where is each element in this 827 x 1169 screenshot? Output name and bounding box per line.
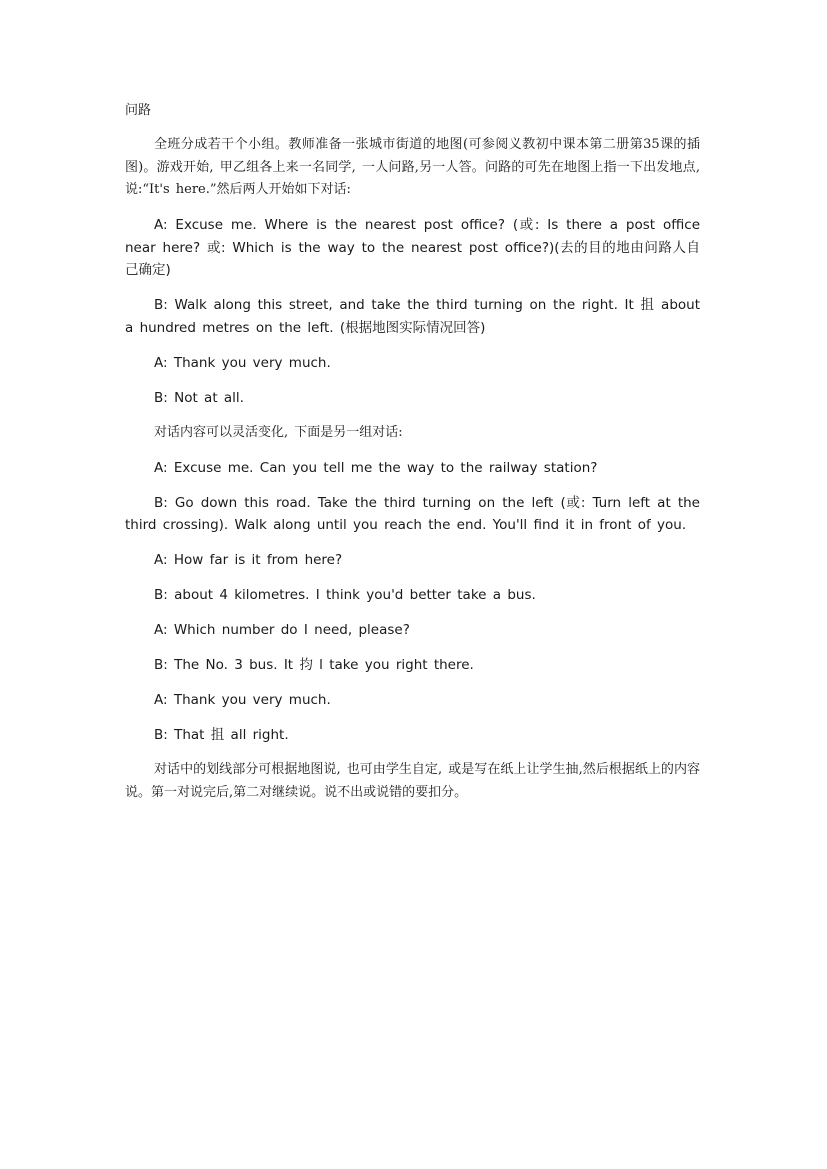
dialogue-line: A: Excuse me. Where is the nearest post office? (或: Is there a post office near here? 或: Which is the way to the nearest post office?)(去的目的地由问路人自己确定) bbox=[125, 217, 700, 278]
dialogue-line: B: about 4 kilometres. I think you'd better take a bus. bbox=[154, 587, 536, 603]
dialogue-line: B: That 抯 all right. bbox=[154, 727, 289, 743]
document-body bbox=[125, 100, 700, 817]
dialogue-line: A: Thank you very much. bbox=[154, 692, 331, 708]
document-title: 问路 bbox=[125, 103, 152, 118]
dialogue-line: B: Go down this road. Take the third turning on the left (或: Turn left at the third crossing). Walk along until you reach the end. You'll find it in front of you. bbox=[125, 494, 700, 533]
transition-paragraph: 对话内容可以灵活变化, 下面是另一组对话: bbox=[154, 424, 403, 440]
dialogue-line: A: Which number do I need, please? bbox=[154, 622, 410, 638]
dialogue-line: B: Walk along this street, and take the third turning on the right. It 抯 about a hundred metres on the left. (根据地图实际情况回答) bbox=[125, 297, 700, 336]
dialogue-line: B: Not at all. bbox=[154, 389, 244, 406]
closing-paragraph: 对话中的划线部分可根据地图说, 也可由学生自定, 或是写在纸上让学生抽,然后根据纸上的内容说。第一对说完后,第二对继续说。说不出或说错的要扣分。 bbox=[125, 762, 700, 800]
intro-paragraph: 全班分成若干个小组。教师准备一张城市街道的地图(可参阅义教初中课本第二册第35课的插图)。游戏开始, 甲乙组各上来一名同学, 一人问路,另一人答。问路的可先在地图上指一下出发地点,说:“It's here.”然后两人开始如下对话: bbox=[125, 137, 700, 197]
dialogue-line: A: Excuse me. Can you tell me the way to the railway station? bbox=[154, 459, 598, 476]
dialogue-line: A: Thank you very much. bbox=[154, 354, 331, 371]
dialogue-line: B: The No. 3 bus. It 抣 l take you right there. bbox=[154, 657, 474, 673]
dialogue-line: A: How far is it from here? bbox=[154, 552, 343, 568]
